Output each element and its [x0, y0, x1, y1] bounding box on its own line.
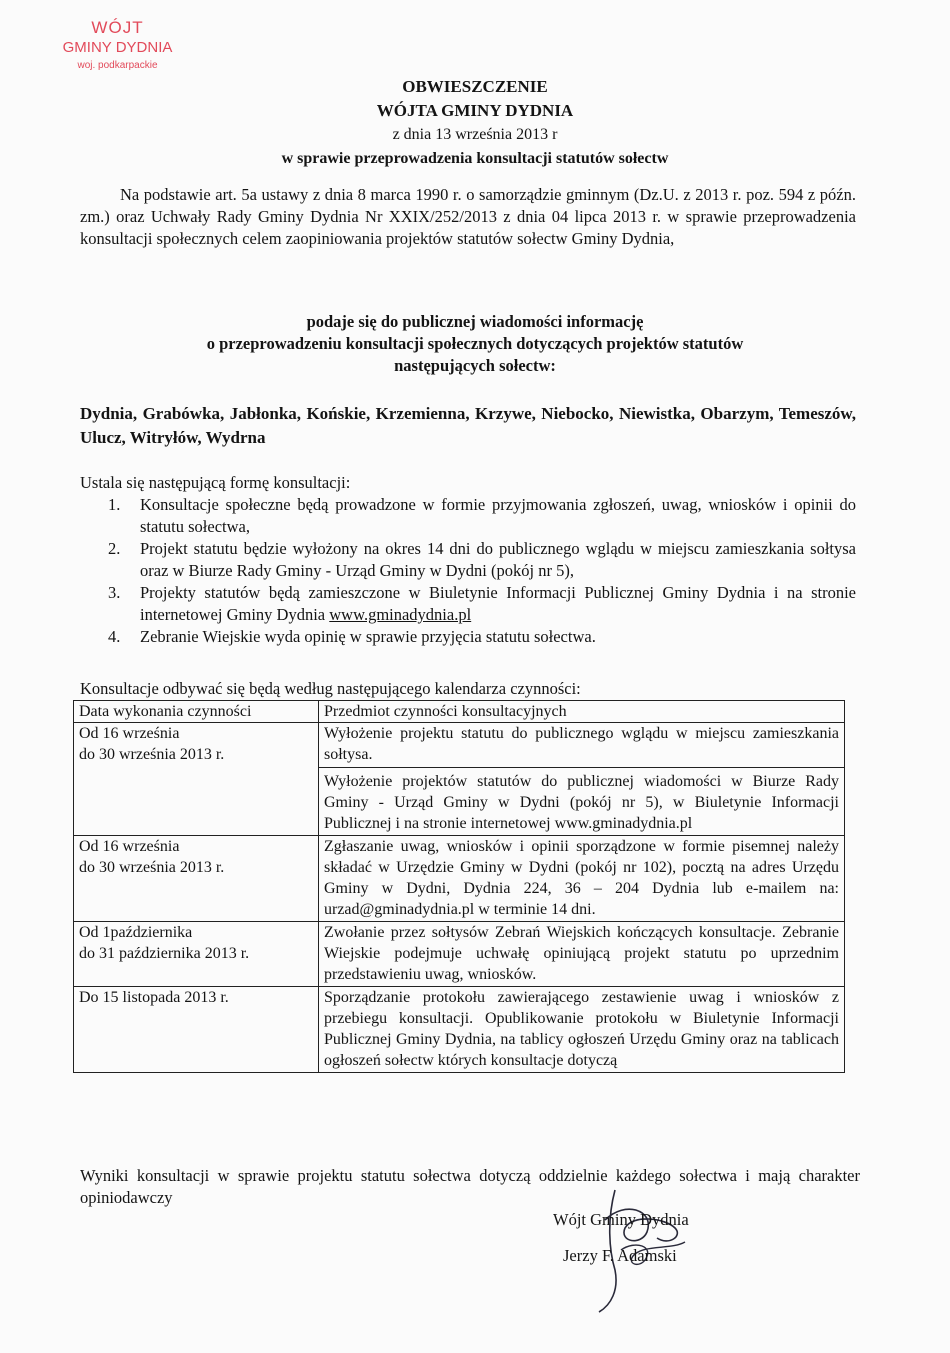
results-note: Wyniki konsultacji w sprawie projektu statutu sołectwa dotyczą oddzielnie każdego sołectwa i mają charakter opiniodawczy [80, 1166, 860, 1207]
stamp-line-2: GMINY DYDNIA [62, 39, 173, 56]
date-from: Do 15 listopada 2013 r. [79, 989, 229, 1006]
list-item [80, 626, 856, 648]
stamp-line-3: woj. podkarpackie [77, 60, 158, 71]
description-cell [319, 836, 845, 922]
table-row [74, 723, 845, 836]
signatory-role: Wójt Gminy Dydnia [553, 1210, 689, 1229]
date-to: do 31 października 2013 r. [79, 945, 250, 962]
list-item-number: 1. [108, 495, 121, 514]
description-text: Sporządzanie protokołu zawierającego zestawienie uwag i wniosków z przebiegu konsultacji. Opublikowanie protokołu w Biuletynie Informacji Publicznej Gminy Dydnia, na tablicy ogłoszeń Urzędu Gminy oraz na tablicach ogłoszeń sołectw których konsultacje dotyczą [324, 989, 839, 1069]
date-to: do 30 września 2013 r. [79, 746, 225, 763]
date-cell [74, 723, 319, 836]
date-from: Od 16 września [79, 725, 180, 742]
list-item-number: 4. [108, 627, 121, 646]
date-cell [74, 836, 319, 922]
document-header [0, 75, 950, 171]
list-item-text: Projekt statutu będzie wyłożony na okres 14 dni do publicznego wglądu w miejscu zamieszkania sołtysa oraz w Biurze Rady Gminy - Urząd Gminy w Dydni (pokój nr 5), [140, 539, 856, 580]
announcement-line-1: podaje się do publicznej wiadomości informację [306, 312, 644, 331]
document-date: z dnia 13 września 2013 r [392, 126, 558, 143]
date-from: Od 16 września [79, 838, 180, 855]
village-list: Dydnia, Grabówka, Jabłonka, Końskie, Krzemienna, Krzywe, Niebocko, Niewistka, Obarzym, Temeszów, Ulucz, Witryłów, Wydrna [80, 404, 856, 447]
column-header-date: Data wykonania czynności [74, 701, 319, 723]
description-text-secondary: Wyłożenie projektów statutów do publicznej wiadomości w Biurze Rady Gminy - Urząd Gminy w Dydni (pokój nr 5), w Biuletynie Informacji Publicznej i na stronie internetowej www.gminadydnia.pl [319, 767, 844, 834]
date-cell [74, 987, 319, 1073]
description-cell [319, 987, 845, 1073]
table-row [74, 922, 845, 987]
description-cell [319, 723, 845, 836]
list-item [80, 494, 856, 538]
calendar-table [73, 700, 845, 1073]
calendar-intro: Konsultacje odbywać się będą według następującego kalendarza czynności: [80, 678, 581, 701]
table-row [74, 987, 845, 1073]
list-item [80, 538, 856, 582]
list-item [80, 582, 856, 626]
date-to: do 30 września 2013 r. [79, 859, 225, 876]
signatory-name: Jerzy F. Adamski [563, 1246, 677, 1265]
website-link[interactable]: www.gminadydnia.pl [329, 605, 472, 624]
description-text: Zwołanie przez sołtysów Zebrań Wiejskich kończących konsultacje. Zebranie Wiejskie podejmuje uchwałę opiniującą projekt statutu po uprzednim przedstawieniu uwag, wniosków. [324, 924, 839, 983]
table-row [74, 836, 845, 922]
document-subject: w sprawie przeprowadzenia konsultacji statutów sołectw [281, 150, 669, 167]
list-item-number: 2. [108, 539, 121, 558]
column-header-subject: Przedmiot czynności konsultacyjnych [319, 701, 845, 723]
document-title: OBWIESZCZENIE [402, 77, 548, 96]
announcement-line-2: o przeprowadzeniu konsultacji społecznych dotyczących projektów statutów [206, 334, 744, 353]
description-text: Zgłaszanie uwag, wniosków i opinii sporządzone w formie pisemnej należy składać w Urzędzie Gminy w Dydni (pokój nr 102), pocztą na adres Urzędu Gminy w Dydni, Dydnia 224, 36 – 204 Dydnia lub e-mailem na: urzad@gminadydnia.pl w terminie 14 dni. [324, 838, 839, 918]
list-item-text: Projekty statutów będą zamieszczone w Biuletynie Informacji Publicznej Gminy Dydnia i na stronie internetowej Gminy Dydnia [140, 583, 856, 624]
date-cell [74, 922, 319, 987]
form-intro: Ustala się następującą formę konsultacji: [80, 473, 351, 492]
description-cell [319, 922, 845, 987]
table-header-row [74, 701, 845, 723]
description-text: Wyłożenie projektu statutu do publicznego wglądu w miejscu zamieszkania sołtysa. [324, 725, 839, 763]
document-authority: WÓJTA GMINY DYDNIA [376, 101, 574, 120]
consultation-steps [80, 494, 856, 648]
list-item-number: 3. [108, 583, 121, 602]
announcement [120, 311, 830, 377]
intro-paragraph: Na podstawie art. 5a ustawy z dnia 8 marca 1990 r. o samorządzie gminnym (Dz.U. z 2013 r. poz. 594 z późn. zm.) oraz Uchwały Rady Gminy Dydnia Nr XXIX/252/2013 z dnia 04 lipca 2013 r. w sprawie przeprowadzenia konsultacji społecznych celem zaopiniowania projektów statutów sołectw Gminy Dydnia, [80, 185, 856, 248]
list-item-text: Konsultacje społeczne będą prowadzone w formie przyjmowania zgłoszeń, uwag, wniosków i opinii do statutu sołectwa, [140, 495, 856, 536]
stamp-line-1: WÓJT [91, 18, 144, 37]
date-from: Od 1października [79, 924, 193, 941]
official-stamp [50, 18, 185, 74]
list-item-text: Zebranie Wiejskie wyda opinię w sprawie przyjęcia statutu sołectwa. [140, 627, 596, 646]
announcement-line-3: następujących sołectw: [394, 356, 556, 375]
